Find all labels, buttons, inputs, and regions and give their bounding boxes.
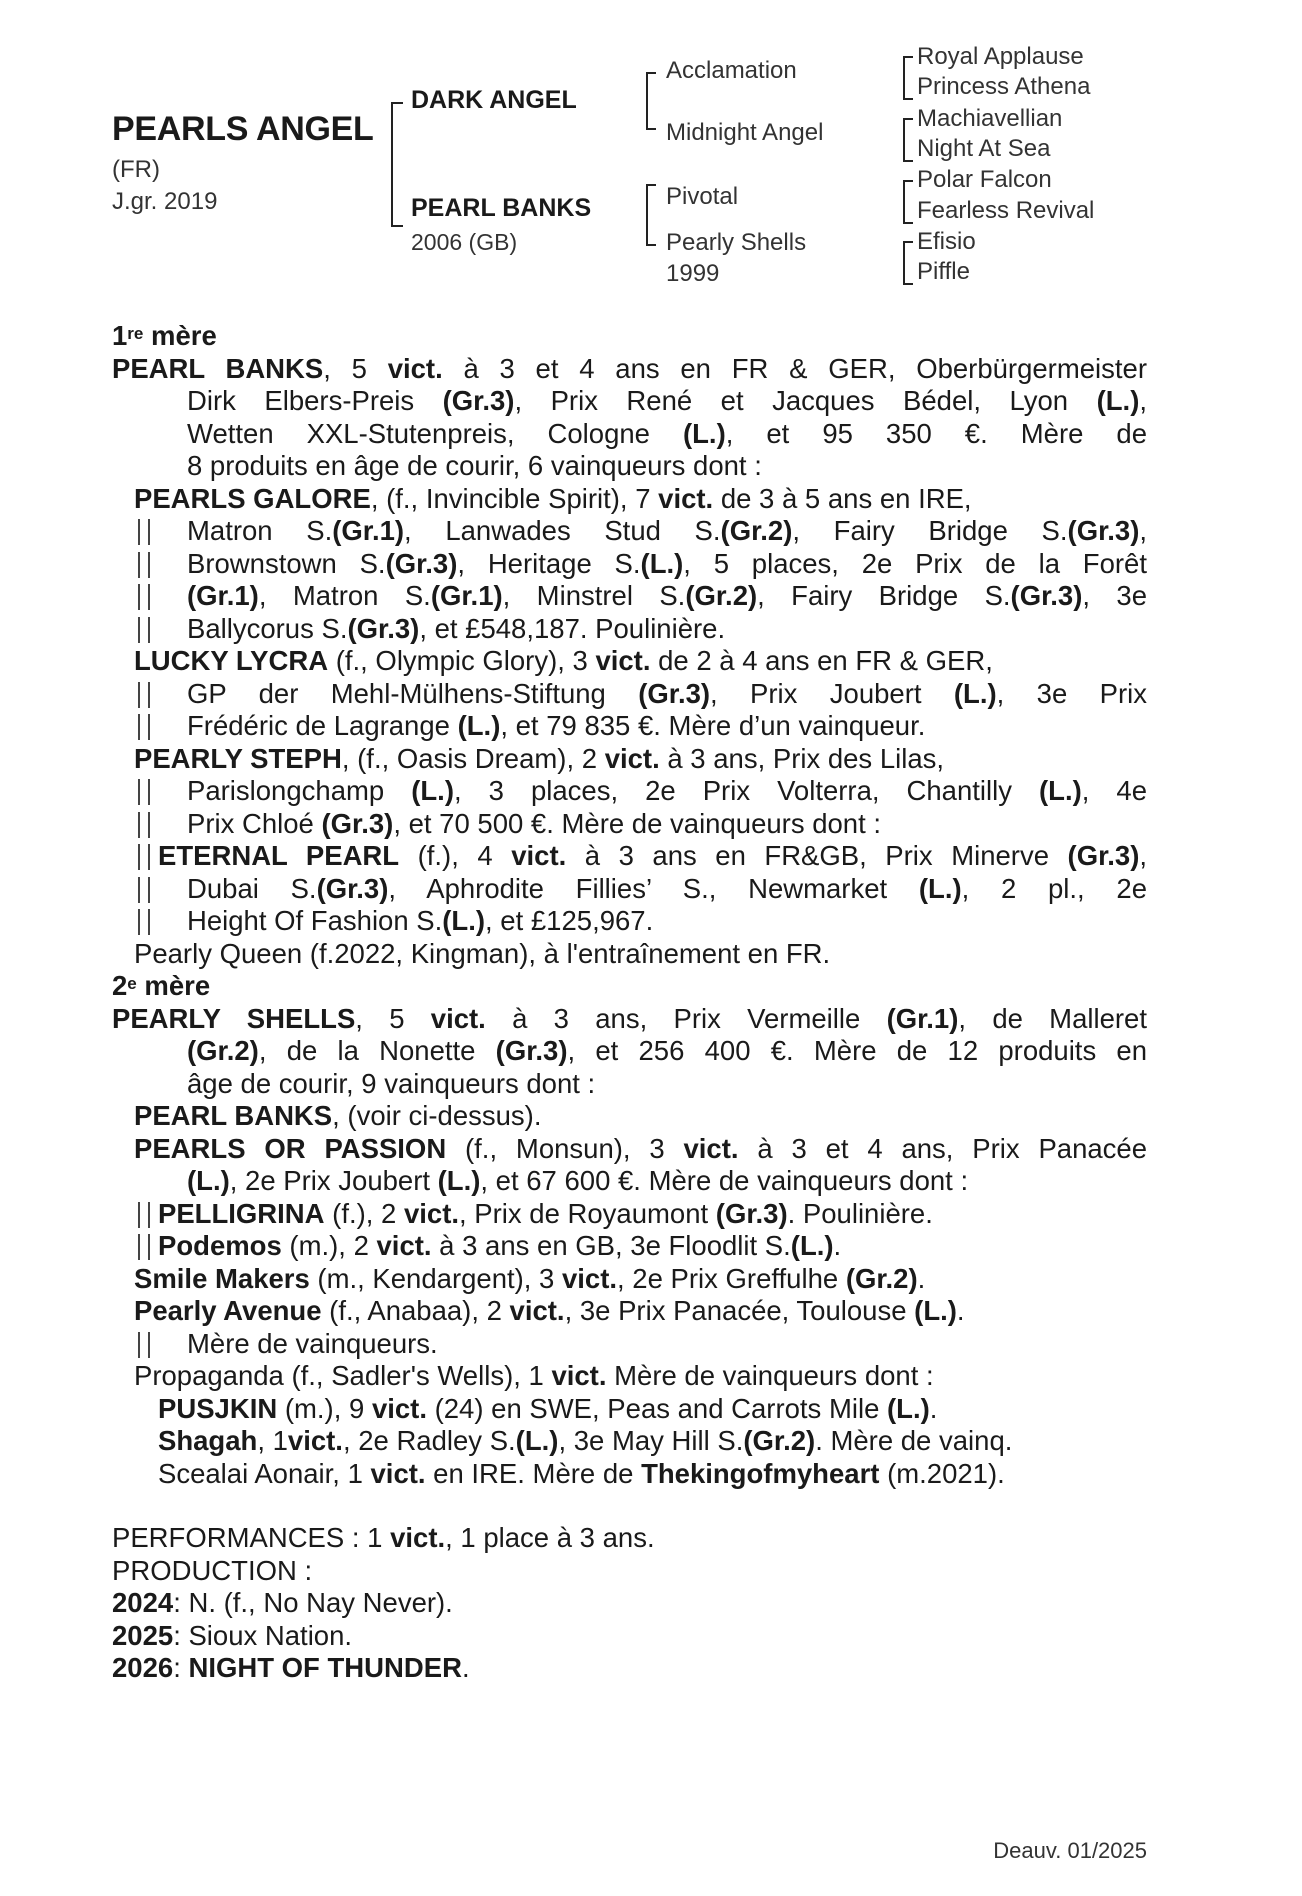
horse-name: PEARLS ANGEL [112, 110, 374, 148]
produce-entry-continuation [187, 613, 1147, 646]
text: , 3e Prix Panacée, Toulouse [564, 1295, 915, 1326]
spacer [112, 1490, 1147, 1522]
dam-entry [112, 353, 1147, 386]
text: (m.), 9 [277, 1392, 372, 1424]
dam-entry-continuation [187, 1068, 1147, 1101]
produce-entry-continuation [187, 1328, 1147, 1361]
text: Matron S. [187, 515, 333, 546]
text: en IRE. Mère de [425, 1457, 642, 1489]
bold-text: PEARL BANKS [134, 1100, 333, 1131]
text: , [1139, 840, 1147, 871]
bold-text: Podemos [158, 1230, 282, 1261]
production-label [112, 1555, 1147, 1588]
bold-text: (Gr.3) [715, 1197, 788, 1229]
bold-text: (L.) [411, 775, 454, 806]
text: , Prix de Royaumont [459, 1197, 716, 1229]
grandproduce-entry [158, 1458, 1147, 1491]
bold-text: (L.) [887, 1392, 930, 1424]
bold-text: vict. [604, 742, 660, 774]
text: , Fairy Bridge S. [757, 580, 1011, 611]
bold-text: vict. [658, 482, 714, 514]
text: à 3 ans, Prix des Lilas, [659, 742, 945, 774]
continuation-bar [138, 812, 150, 838]
text: Mère de vainqueurs dont : [606, 1360, 934, 1391]
bold-text: (Gr.3) [1010, 580, 1083, 611]
text: , 1 [257, 1425, 288, 1456]
footer-sale-reference: Deauv. 01/2025 [993, 1838, 1147, 1863]
text: Wetten XXL-Stutenpreis, Cologne [187, 417, 683, 449]
text: : N. (f., No Nay Never). [173, 1587, 453, 1618]
continuation-bar [138, 714, 150, 740]
text: à 3 ans, Prix Vermeille [485, 1002, 887, 1034]
text: PERFORMANCES : 1 [112, 1522, 391, 1553]
produce-entry [134, 1133, 1147, 1166]
bold-text: (L.) [640, 547, 684, 579]
bold-text: Smile Makers [134, 1262, 310, 1294]
bold-text: (L.) [790, 1230, 834, 1261]
gen3-name: Efisio [917, 228, 976, 255]
text: Mère de vainqueurs. [187, 1327, 438, 1359]
bold-text: vict. [509, 1295, 565, 1326]
bold-text: (L.) [914, 1295, 957, 1326]
continuation-bar [138, 1202, 150, 1228]
produce-entry-continuation [187, 515, 1147, 548]
pedigree-bracket-dam-lower [646, 230, 656, 246]
bold-text: (Gr.1) [430, 580, 503, 611]
pedigree-bracket-g3-1 [903, 56, 913, 100]
text: Dubai S. [187, 872, 317, 904]
text: , 5 [323, 352, 388, 384]
text: Frédéric de Lagrange [187, 710, 458, 741]
bold-text: vict. [403, 1197, 460, 1229]
sire-dam: Midnight Angel [666, 119, 824, 146]
produce-entry [134, 1295, 1147, 1328]
bold-text: (Gr.3) [495, 1035, 568, 1066]
text: , de Malleret [958, 1002, 1147, 1034]
bold-text: vict. [387, 352, 443, 384]
bold-text: (L.) [918, 872, 962, 904]
bold-text: vict. [370, 1457, 426, 1489]
produce-entry-continuation [187, 710, 1147, 743]
text: , 3e May Hill S. [558, 1425, 744, 1456]
bold-text: vict. [511, 840, 567, 871]
dam-dam: Pearly Shells [666, 229, 807, 256]
text: , Fairy Bridge S. [792, 515, 1068, 546]
text: à 3 ans en GB, 3e Floodlit S. [431, 1230, 791, 1261]
dam-entry-continuation [187, 1035, 1147, 1068]
produce-entry-continuation [187, 580, 1147, 613]
text: (m.), 2 [281, 1230, 377, 1261]
pedigree-bracket-gen1-lower [391, 196, 403, 227]
produce-entry-continuation [187, 548, 1147, 581]
second-dam-heading: 2e mère [112, 970, 211, 1001]
produce-entry [134, 938, 1147, 971]
text: , et 70 500 €. Mère de vainqueurs dont : [393, 807, 882, 839]
text: , Prix René et Jacques Bédel, Lyon [514, 385, 1097, 416]
bold-text: vict. [683, 1132, 739, 1164]
text: , Heritage S. [457, 547, 641, 579]
bold-text: (Gr.2) [743, 1425, 816, 1456]
text: (f., Anabaa), 2 [321, 1295, 510, 1326]
bold-text: (Gr.3) [1067, 515, 1140, 546]
pedigree-bracket-sire-lower [646, 108, 656, 130]
text: , et £125,967. [485, 905, 654, 936]
text: , [1139, 515, 1147, 546]
text: . Poulinière. [787, 1197, 933, 1229]
bold-text: 2024 [112, 1587, 174, 1618]
text: : [173, 1652, 189, 1683]
text: , Matron S. [258, 580, 431, 611]
bold-text: 2025 [112, 1619, 174, 1651]
text: , 3e Prix [996, 677, 1147, 709]
bold-text: (Gr.3) [347, 612, 420, 644]
dam-dam-year: 1999 [666, 260, 720, 287]
grandproduce-entry [158, 1425, 1147, 1458]
produce-entry [134, 743, 1147, 776]
pedigree-bracket-g3-4 [903, 241, 913, 285]
continuation-bar [138, 682, 150, 708]
grandproduce-entry-continuation [187, 905, 1147, 938]
text: Brownstown S. [187, 547, 386, 579]
text: , Lanwades Stud S. [404, 515, 721, 546]
bold-text: ETERNAL PEARL [158, 840, 400, 871]
text: , 3e [1082, 580, 1147, 611]
bold-text: 2026 [112, 1652, 174, 1683]
bold-text: (Gr.1) [187, 580, 259, 611]
text: Scealai Aonair, 1 [158, 1457, 371, 1489]
bold-text: LUCKY LYCRA [134, 645, 329, 676]
text: , 5 places, 2e Prix de la Forêt [683, 547, 1147, 579]
gen3-name: Fearless Revival [917, 197, 1095, 224]
bold-text: NIGHT OF THUNDER [188, 1652, 462, 1683]
text: , (f., Oasis Dream), 2 [341, 742, 605, 774]
continuation-bar [138, 617, 150, 643]
bold-text: (L.) [1039, 775, 1082, 806]
text: à 3 et 4 ans, Prix Panacée [738, 1132, 1148, 1164]
text: , (f., Invincible Spirit), 7 [370, 482, 659, 514]
bold-text: vict. [390, 1522, 446, 1553]
produce-entry [134, 1360, 1147, 1393]
bold-text: PEARLY SHELLS [112, 1002, 356, 1034]
gen3-name: Machiavellian [917, 105, 1063, 132]
text: Prix Chloé [187, 807, 322, 839]
text: GP der Mehl-Mülhens-Stiftung [187, 677, 639, 709]
bold-text: (Gr.3) [316, 872, 389, 904]
bold-text: (Gr.2) [845, 1262, 918, 1294]
bold-text: (Gr.3) [385, 547, 458, 579]
pedigree-bracket-g3-2 [903, 118, 913, 162]
text: , Minstrel S. [502, 580, 686, 611]
dam-line-section [112, 320, 1147, 1685]
first-dam-heading: 1re mère [112, 320, 217, 351]
text: : Sioux Nation. [173, 1619, 353, 1651]
bold-text: PEARLS GALORE [134, 482, 371, 514]
continuation-bar [138, 779, 150, 805]
pedigree-bracket-g3-3 [903, 180, 913, 224]
dam-entry-continuation [187, 385, 1147, 418]
bold-text: (Gr.1) [886, 1002, 959, 1034]
performances-line [112, 1522, 1147, 1555]
dam-entry-continuation [187, 450, 1147, 483]
continuation-bar [138, 877, 150, 903]
text: âge de courir, 9 vainqueurs dont : [187, 1067, 596, 1099]
bold-text: Shagah [158, 1425, 258, 1456]
text: , 1 place à 3 ans. [445, 1522, 655, 1553]
text: , et 67 600 €. Mère de vainqueurs dont : [480, 1165, 969, 1196]
text: de 3 à 5 ans en IRE, [713, 482, 972, 514]
produce-entry-continuation [187, 1165, 1147, 1198]
bold-text: (Gr.2) [187, 1035, 259, 1066]
grandproduce-entry [158, 1230, 1147, 1263]
text: , 4e [1081, 775, 1148, 806]
bold-text: (L.) [437, 1165, 481, 1196]
bold-text: PELLIGRINA [158, 1197, 325, 1229]
text: Propaganda (f., Sadler's Wells), 1 [134, 1360, 552, 1391]
produce-entry [134, 1263, 1147, 1296]
text: (f., Olympic Glory), 3 [328, 645, 596, 676]
text: (f., Monsun), 3 [446, 1132, 684, 1164]
bold-text: (Gr.3) [1067, 840, 1140, 871]
bold-text: vict. [287, 1425, 343, 1456]
bold-text: (L.) [515, 1425, 559, 1456]
text: PRODUCTION : [112, 1554, 313, 1586]
continuation-bar [138, 552, 150, 578]
dam-entry [112, 1003, 1147, 1036]
bold-text: vict. [371, 1392, 427, 1424]
dam-name: PEARL BANKS [411, 194, 592, 222]
continuation-bar [138, 1234, 150, 1260]
text: . [461, 1652, 470, 1683]
bold-text: (L.) [682, 417, 726, 449]
text: (m., Kendargent), 3 [309, 1262, 562, 1294]
bold-text: (Gr.3) [638, 677, 711, 709]
produce-entry-continuation [187, 678, 1147, 711]
grandproduce-entry [158, 840, 1147, 873]
bold-text: vict. [551, 1360, 607, 1391]
text: . [929, 1392, 938, 1424]
sire-name: DARK ANGEL [411, 86, 577, 114]
bold-text: vict. [595, 645, 651, 676]
text: (m.2021). [879, 1457, 1005, 1489]
text: , 5 [355, 1002, 431, 1034]
text: , 2e Prix Greffulhe [617, 1262, 846, 1294]
continuation-bar [138, 519, 150, 545]
bold-text: (Gr.1) [332, 515, 405, 546]
text: , 2e Radley S. [342, 1425, 516, 1456]
continuation-bar [138, 584, 150, 610]
text: à 3 ans en FR&GB, Prix Minerve [566, 840, 1068, 871]
text: de 2 à 4 ans en FR & GER, [650, 645, 993, 676]
continuation-bar [138, 1332, 150, 1358]
text: (f.), 2 [324, 1197, 404, 1229]
text: . [956, 1295, 965, 1326]
continuation-bar [138, 909, 150, 935]
text: , 2 pl., 2e [961, 872, 1147, 904]
text: , (voir ci-dessus). [332, 1100, 542, 1131]
text: , 2e Prix Joubert [229, 1165, 438, 1196]
text: 8 produits en âge de courir, 6 vainqueurs dont : [187, 450, 762, 481]
bold-text: vict. [562, 1262, 618, 1294]
bold-text: (L.) [953, 677, 997, 709]
horse-origin: (FR) [112, 156, 160, 183]
text: Dirk Elbers-Preis [187, 385, 443, 416]
text: . [917, 1262, 926, 1294]
text: Height Of Fashion S. [187, 905, 443, 936]
text: Ballycorus S. [187, 612, 348, 644]
bold-text: (Gr.2) [720, 515, 793, 546]
bold-text: (L.) [442, 905, 486, 936]
continuation-bar [138, 844, 150, 870]
bold-text: PUSJKIN [158, 1392, 278, 1424]
bold-text: Pearly Avenue [134, 1295, 322, 1326]
dam-sire: Pivotal [666, 183, 739, 210]
gen3-name: Princess Athena [917, 73, 1091, 100]
produce-entry-continuation [187, 808, 1147, 841]
bold-text: Thekingofmyheart [641, 1457, 880, 1489]
text: . Mère de vainq. [815, 1425, 1013, 1456]
grandproduce-entry [158, 1198, 1147, 1231]
sire-sire: Acclamation [666, 57, 797, 84]
text: , et 79 835 €. Mère d’un vainqueur. [500, 710, 926, 741]
text: , et 256 400 €. Mère de 12 produits en [567, 1035, 1148, 1066]
production-year-entry [112, 1620, 1147, 1653]
production-year-entry [112, 1587, 1147, 1620]
grandproduce-entry-continuation [187, 873, 1147, 906]
text: , et 95 350 €. Mère de [725, 417, 1147, 449]
bold-text: vict. [430, 1002, 486, 1034]
gen3-name: Polar Falcon [917, 166, 1052, 193]
gen3-name: Night At Sea [917, 135, 1051, 162]
bold-text: (L.) [1096, 385, 1140, 416]
text: (24) en SWE, Peas and Carrots Mile [426, 1392, 888, 1424]
text: , Prix Joubert [710, 677, 954, 709]
produce-entry-continuation [187, 775, 1147, 808]
text: (f.), 4 [399, 840, 512, 871]
produce-entry [134, 1100, 1147, 1133]
text: Pearly Queen (f.2022, Kingman), à l'entraînement en FR. [134, 937, 831, 969]
produce-entry [134, 645, 1147, 678]
horse-birth: J.gr. 2019 [112, 188, 218, 215]
text: , et £548,187. Poulinière. [419, 612, 726, 644]
gen3-name: Royal Applause [917, 43, 1084, 70]
dam-detail: 2006 (GB) [411, 229, 518, 255]
text: , [1139, 385, 1147, 416]
text: , 3 places, 2e Prix Volterra, Chantilly [453, 775, 1039, 806]
bold-text: PEARLY STEPH [134, 742, 342, 774]
text: Parislongchamp [187, 775, 412, 806]
bold-text: vict. [376, 1230, 432, 1261]
dam-entry-continuation [187, 418, 1147, 451]
bold-text: PEARLS OR PASSION [134, 1132, 447, 1164]
bold-text: (Gr.2) [685, 580, 758, 611]
production-year-entry [112, 1652, 1147, 1685]
grandproduce-entry [158, 1393, 1147, 1426]
bold-text: (Gr.3) [321, 807, 394, 839]
text: . [833, 1230, 842, 1261]
bold-text: (L.) [187, 1165, 230, 1196]
text: , Aphrodite Fillies’ S., Newmarket [388, 872, 919, 904]
text: , de la Nonette [258, 1035, 496, 1066]
bold-text: (Gr.3) [442, 385, 515, 416]
bold-text: (L.) [457, 710, 501, 741]
produce-entry [134, 483, 1147, 516]
text: à 3 et 4 ans en FR & GER, Oberbürgermeister [442, 352, 1147, 384]
gen3-name: Piffle [917, 258, 970, 285]
bold-text: PEARL BANKS [112, 352, 324, 384]
